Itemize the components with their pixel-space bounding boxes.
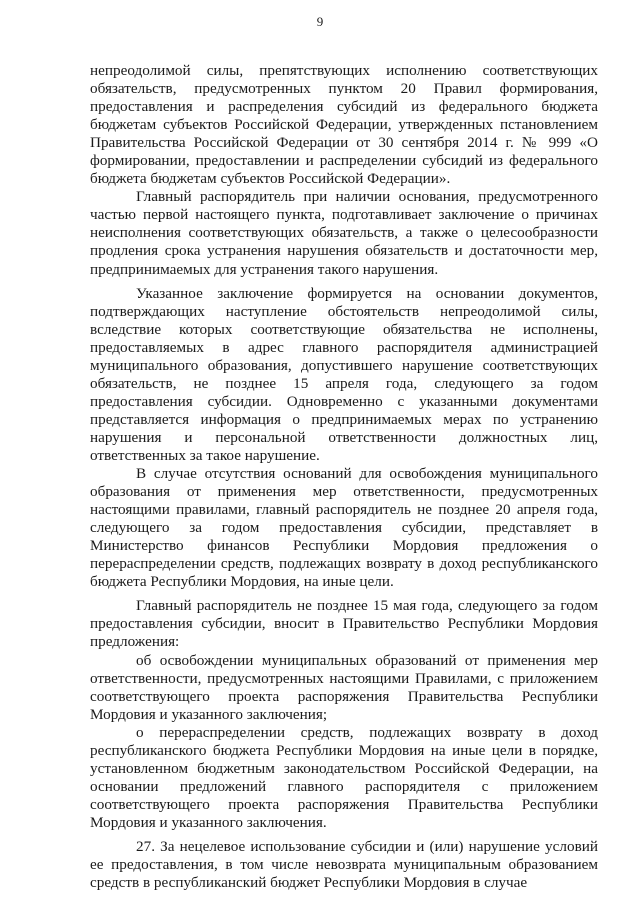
paragraph-force-majeure-continuation: непреодолимой силы, препятствующих исполнению соответствующих обязательств, предусмотренных пунктом 20 Правил формирования, предоставления и распределения субсидий из федерального бюджета бюджетам субъектов Российской Федерации, утвержденных пстановлением Правительства Российской Федерации от 30 сентября 2014 г. № 999 «О формировании, предоставлении и распределении субсидий из федерального бюджета бюджетам субъектов Российской Федерации». [90,62,598,188]
paragraph-clause-27: 27. За нецелевое использование субсидии и (или) нарушение условий ее предоставления, в том числе невозврата муниципальным образованием средств в республиканский бюджет Республики Мордовия в случае [90,837,598,892]
page-number: 9 [316,14,324,29]
list-item-redistribution: о перераспределении средств, подлежащих возврату в доход республиканского бюджета Республики Мордовия на иные цели в порядке, установленном бюджетным законодательством Российской Федерации, на основании предложений главного распорядителя с приложением соответствующего проекта распоряжения Правительства Республики Мордовия и указанного заключения. [90,723,598,831]
document-body [90,62,598,892]
paragraph-conclusion-preparation: Главный распорядитель при наличии основания, предусмотренного частью первой настоящего пункта, подготавливает заключение о причинах неисполнения соответствующих обязательств, а также о целесообразности продления срока устранения нарушения обязательств и достаточности мер, предпринимаемых для устранения такого нарушения. [90,188,598,278]
list-item-exemption: об освобождении муниципальных образований от применения мер ответственности, предусмотренных настоящими Правилами, с приложением соответствующего проекта распоряжения Правительства Республики Мордовия и указанного заключения; [90,651,598,723]
paragraph-government-submission: Главный распорядитель не позднее 15 мая года, следующего за годом предоставления субсидии, вносит в Правительство Республики Мордовия предложения: [90,597,598,651]
paragraph-redistribution-proposal: В случае отсутствия оснований для освобождения муниципального образования от применения мер ответственности, предусмотренных настоящими правилами, главный распорядитель не позднее 20 апреля года, следующего за годом предоставления субсидии, представляет в Министерство финансов Республики Мордовия предложения о перераспределении средств, подлежащих возврату в доход республиканского бюджета Республики Мордовия, на иные цели. [90,465,598,591]
paragraph-conclusion-documents: Указанное заключение формируется на основании документов, подтверждающих наступление обстоятельств непреодолимой силы, вследствие которых соответствующие обязательства не исполнены, предоставляемых в адрес главного распорядителя администрацией муниципального образования, допустившего нарушение соответствующих обязательств, не позднее 15 апреля года, следующего за годом предоставления субсидии. Одновременно с указанными документами представляется информация о предпринимаемых мерах по устранению нарушения и персональной ответственности должностных лиц, ответственных за такое нарушение. [90,284,598,464]
